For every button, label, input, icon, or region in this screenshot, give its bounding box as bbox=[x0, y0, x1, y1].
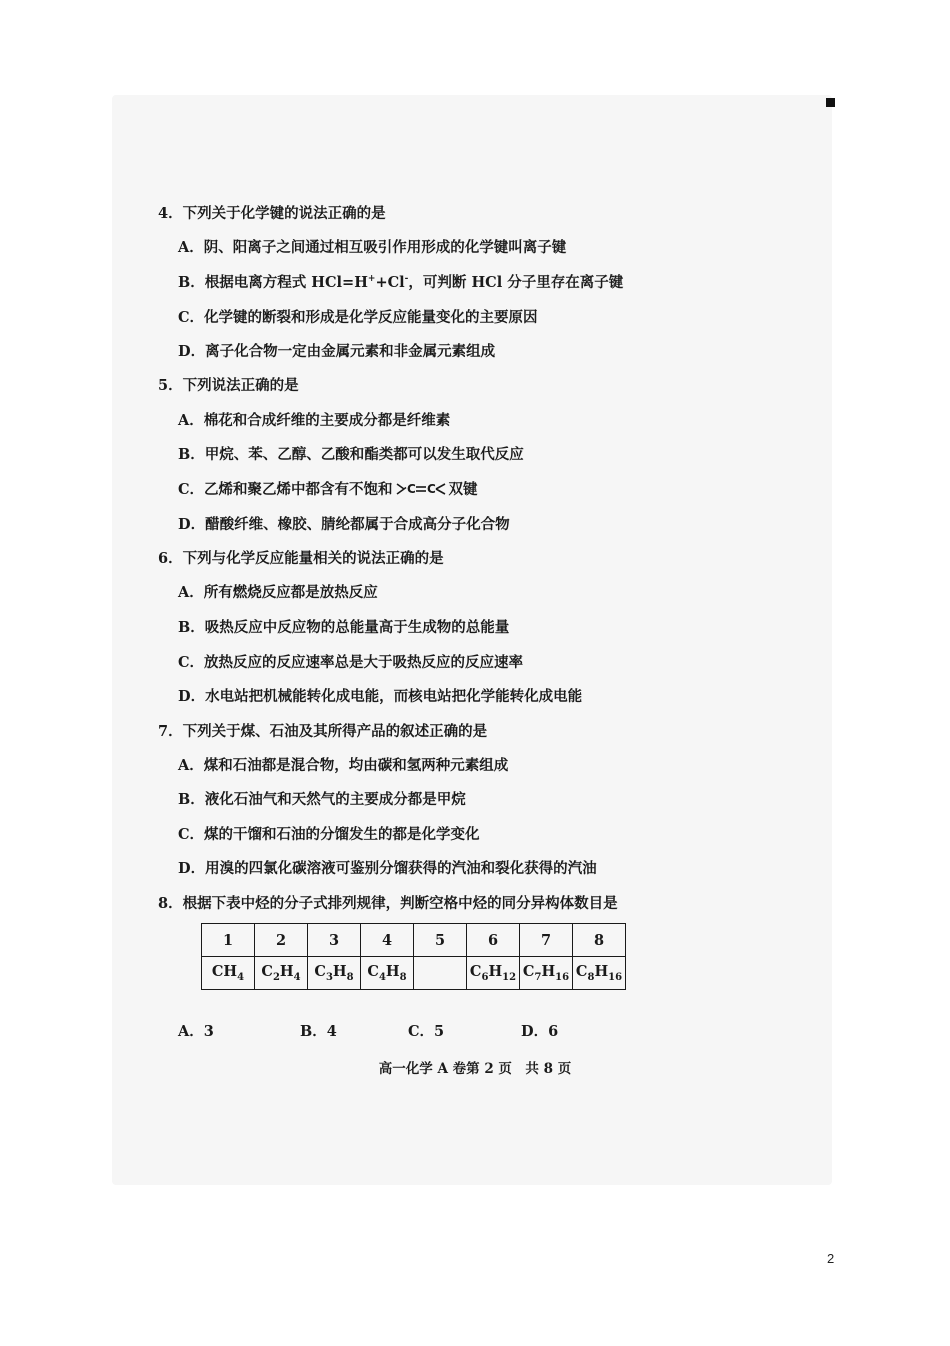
option-b-text-2: +Cl bbox=[375, 274, 405, 291]
table-row-formula bbox=[202, 957, 626, 990]
table-cell-index: 3 bbox=[308, 924, 361, 957]
formula-subscript: 7 bbox=[534, 971, 542, 983]
formula-subscript: 2 bbox=[272, 971, 280, 983]
formula-subscript: 3 bbox=[325, 971, 333, 983]
plus-superscript: + bbox=[367, 274, 376, 285]
page-number: 2 bbox=[827, 1251, 835, 1266]
question-5-option-c bbox=[178, 478, 478, 499]
question-5-option-d: D．醋酸纤维、橡胶、腈纶都属于合成高分子化合物 bbox=[178, 516, 510, 533]
formula-cell bbox=[467, 957, 520, 990]
page-footer: 高一化学 A 卷第 2 页 共 8 页 bbox=[378, 1061, 572, 1077]
formula-part: CH bbox=[211, 963, 238, 981]
question-7-option-d: D．用溴的四氯化碳溶液可鉴别分馏获得的汽油和裂化获得的汽油 bbox=[178, 860, 597, 877]
question-7-option-a: A．煤和石油都是混合物，均由碳和氢两种元素组成 bbox=[178, 757, 509, 774]
formula-subscript: 8 bbox=[346, 971, 354, 983]
option-c-text-2: 双键 bbox=[448, 481, 478, 498]
table-cell-index: 2 bbox=[255, 924, 308, 957]
double-bond-structure-icon bbox=[395, 482, 447, 496]
formula-subscript: 4 bbox=[378, 971, 386, 983]
formula-subscript: 4 bbox=[293, 971, 301, 983]
formula-cell bbox=[361, 957, 414, 990]
table-row-index bbox=[202, 924, 626, 957]
table-cell-index: 5 bbox=[414, 924, 467, 957]
question-4-option-c: C．化学键的断裂和形成是化学反应能量变化的主要原因 bbox=[178, 309, 538, 326]
question-4-option-b bbox=[178, 271, 623, 292]
question-5-option-b: B．甲烷、苯、乙醇、乙酸和酯类都可以发生取代反应 bbox=[178, 446, 524, 463]
formula-part: C bbox=[314, 963, 326, 981]
table-cell-index: 8 bbox=[573, 924, 626, 957]
table-cell-index: 7 bbox=[520, 924, 573, 957]
question-8-choice-d: D．6 bbox=[521, 1023, 559, 1040]
formula-part: H bbox=[541, 963, 556, 981]
scanned-page bbox=[112, 95, 832, 1185]
formula-subscript: 16 bbox=[555, 971, 570, 983]
question-8-choice-b: B．4 bbox=[300, 1023, 337, 1040]
formula-subscript: 6 bbox=[481, 971, 489, 983]
question-8-stem: 8．根据下表中烃的分子式排列规律，判断空格中烃的同分异构体数目是 bbox=[158, 895, 618, 912]
formula-part: H bbox=[332, 963, 347, 981]
formula-part: C bbox=[469, 963, 482, 981]
formula-cell bbox=[308, 957, 361, 990]
formula-part: C bbox=[575, 963, 588, 981]
formula-subscript: 4 bbox=[237, 971, 245, 983]
question-4-stem: 4．下列关于化学键的说法正确的是 bbox=[158, 205, 386, 222]
formula-cell bbox=[520, 957, 573, 990]
formula-part: C bbox=[261, 963, 273, 981]
question-6-option-a: A．所有燃烧反应都是放热反应 bbox=[178, 584, 378, 601]
formula-cell bbox=[573, 957, 626, 990]
formula-subscript: 12 bbox=[502, 971, 517, 983]
table-cell-index: 6 bbox=[467, 924, 520, 957]
formula-subscript: 16 bbox=[608, 971, 623, 983]
question-4-option-d: D．离子化合物一定由金属元素和非金属元素组成 bbox=[178, 343, 496, 360]
option-b-text-1: B．根据电离方程式 HCl=H bbox=[178, 274, 368, 291]
formula-part: H bbox=[385, 963, 400, 981]
formula-part: H bbox=[279, 963, 294, 981]
question-7-option-b: B．液化石油气和天然气的主要成分都是甲烷 bbox=[178, 791, 466, 808]
question-5-option-a: A．棉花和合成纤维的主要成分都是纤维素 bbox=[178, 412, 451, 429]
question-6-option-b: B．吸热反应中反应物的总能量高于生成物的总能量 bbox=[178, 619, 510, 636]
svg-text:C: C bbox=[426, 482, 436, 496]
formula-cell bbox=[255, 957, 308, 990]
question-5-stem: 5．下列说法正确的是 bbox=[158, 377, 299, 394]
formula-cell bbox=[202, 957, 255, 990]
formula-part: H bbox=[488, 963, 503, 981]
question-4-option-a: A．阴、阳离子之间通过相互吸引作用形成的化学键叫离子键 bbox=[178, 239, 567, 256]
corner-marker bbox=[826, 98, 835, 107]
question-7-stem: 7．下列关于煤、石油及其所得产品的叙述正确的是 bbox=[158, 723, 488, 740]
svg-text:C: C bbox=[406, 482, 416, 496]
formula-subscript: 8 bbox=[587, 971, 595, 983]
hydrocarbon-formula-table bbox=[201, 923, 626, 990]
table-cell-index: 1 bbox=[202, 924, 255, 957]
option-c-text-1: C．乙烯和聚乙烯中都含有不饱和 bbox=[178, 481, 393, 498]
question-6-option-c: C．放热反应的反应速率总是大于吸热反应的反应速率 bbox=[178, 654, 524, 671]
formula-part: C bbox=[367, 963, 379, 981]
question-7-option-c: C．煤的干馏和石油的分馏发生的都是化学变化 bbox=[178, 826, 480, 843]
formula-subscript: 8 bbox=[399, 971, 407, 983]
question-8-choice-c: C．5 bbox=[408, 1023, 445, 1040]
minus-superscript: - bbox=[404, 274, 409, 285]
question-6-stem: 6．下列与化学反应能量相关的说法正确的是 bbox=[158, 550, 444, 567]
formula-cell-blank bbox=[414, 957, 467, 990]
question-8-choice-a: A．3 bbox=[178, 1023, 214, 1040]
formula-part: C bbox=[522, 963, 535, 981]
formula-part: H bbox=[594, 963, 609, 981]
table-cell-index: 4 bbox=[361, 924, 414, 957]
option-b-text-3: ，可判断 HCl 分子里存在离子键 bbox=[408, 274, 624, 291]
question-6-option-d: D．水电站把机械能转化成电能，而核电站把化学能转化成电能 bbox=[178, 688, 583, 705]
